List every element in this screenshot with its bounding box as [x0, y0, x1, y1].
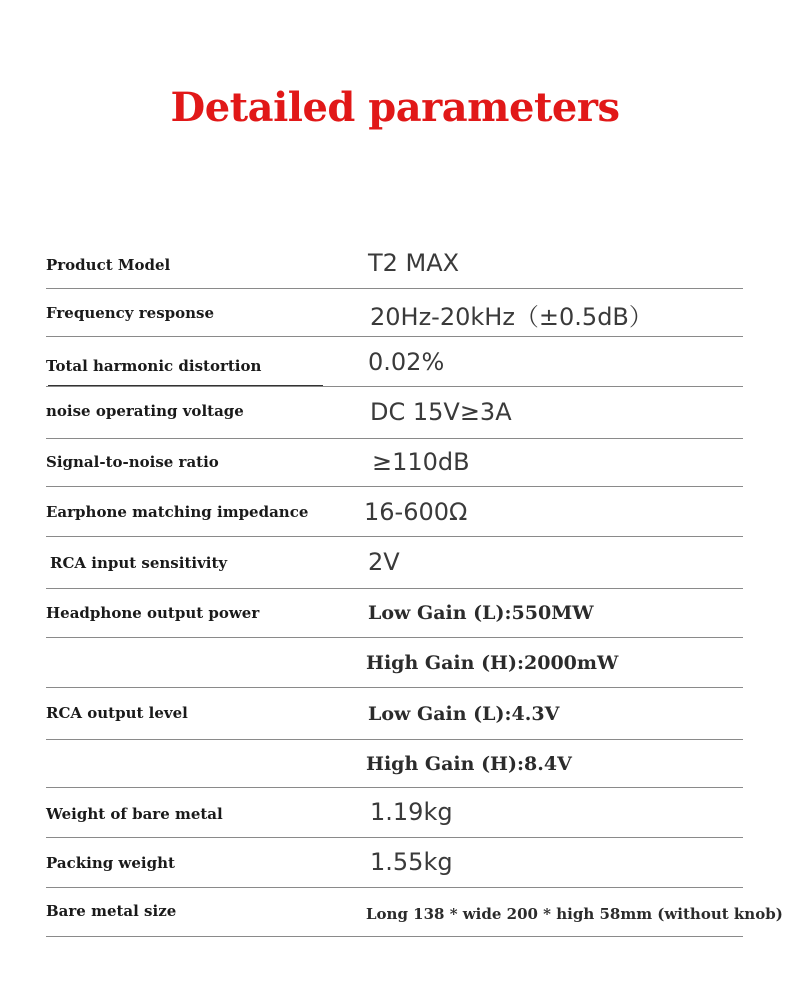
page-title: Detailed parameters	[170, 84, 620, 131]
row-value: 2V	[368, 548, 400, 576]
row-divider	[46, 936, 743, 937]
row-value: 1.19kg	[370, 798, 453, 826]
row-label: Frequency response	[46, 304, 215, 322]
row-divider	[46, 588, 743, 589]
row-label: Headphone output power	[46, 604, 260, 622]
table-row	[46, 292, 743, 332]
table-row	[46, 644, 743, 684]
row-divider	[46, 687, 743, 688]
table-row	[46, 344, 743, 384]
table-row	[46, 544, 743, 584]
row-label: noise operating voltage	[46, 402, 244, 420]
row-label: Bare metal size	[46, 902, 177, 920]
row-label: Product Model	[46, 256, 171, 274]
row-value: High Gain (H):2000mW	[366, 652, 619, 674]
row-label: Earphone matching impedance	[46, 503, 309, 521]
row-label: Total harmonic distortion	[46, 357, 262, 375]
table-row	[46, 493, 743, 533]
row-divider	[46, 336, 743, 337]
row-value: Low Gain (L):550MW	[368, 602, 594, 624]
row-value: 16-600Ω	[364, 498, 468, 526]
table-row	[46, 392, 743, 432]
table-row	[46, 794, 743, 834]
row-divider	[46, 438, 743, 439]
row-divider	[46, 787, 743, 788]
table-row	[46, 694, 743, 734]
row-label: Packing weight	[46, 854, 175, 872]
table-row	[46, 245, 743, 285]
row-label: RCA input sensitivity	[50, 554, 228, 572]
row-value: ≥110dB	[372, 448, 470, 476]
row-value: 20Hz-20kHz（±0.5dB）	[370, 303, 653, 331]
row-label: Signal-to-noise ratio	[46, 453, 219, 471]
row-value: Long 138 * wide 200 * high 58mm (without knob)	[366, 905, 783, 923]
row-divider	[46, 837, 743, 838]
row-divider	[46, 637, 743, 638]
table-row	[46, 844, 743, 884]
row-value: Low Gain (L):4.3V	[368, 703, 560, 725]
table-row	[46, 894, 783, 934]
row-value: 0.02%	[368, 348, 445, 376]
row-divider	[46, 887, 743, 888]
row-value: DC 15V≥3A	[370, 398, 512, 426]
row-value: 1.55kg	[370, 848, 453, 876]
row-label: RCA output level	[46, 704, 188, 722]
row-divider	[46, 486, 743, 487]
table-row	[46, 594, 743, 634]
row-divider	[46, 739, 743, 740]
row-value: T2 MAX	[368, 249, 460, 277]
table-row	[46, 444, 743, 484]
row-label: Weight of bare metal	[46, 805, 223, 823]
row-divider	[46, 386, 743, 387]
table-row	[46, 744, 743, 784]
row-divider	[46, 288, 743, 289]
row-divider	[46, 536, 743, 537]
row-value: High Gain (H):8.4V	[366, 753, 572, 775]
